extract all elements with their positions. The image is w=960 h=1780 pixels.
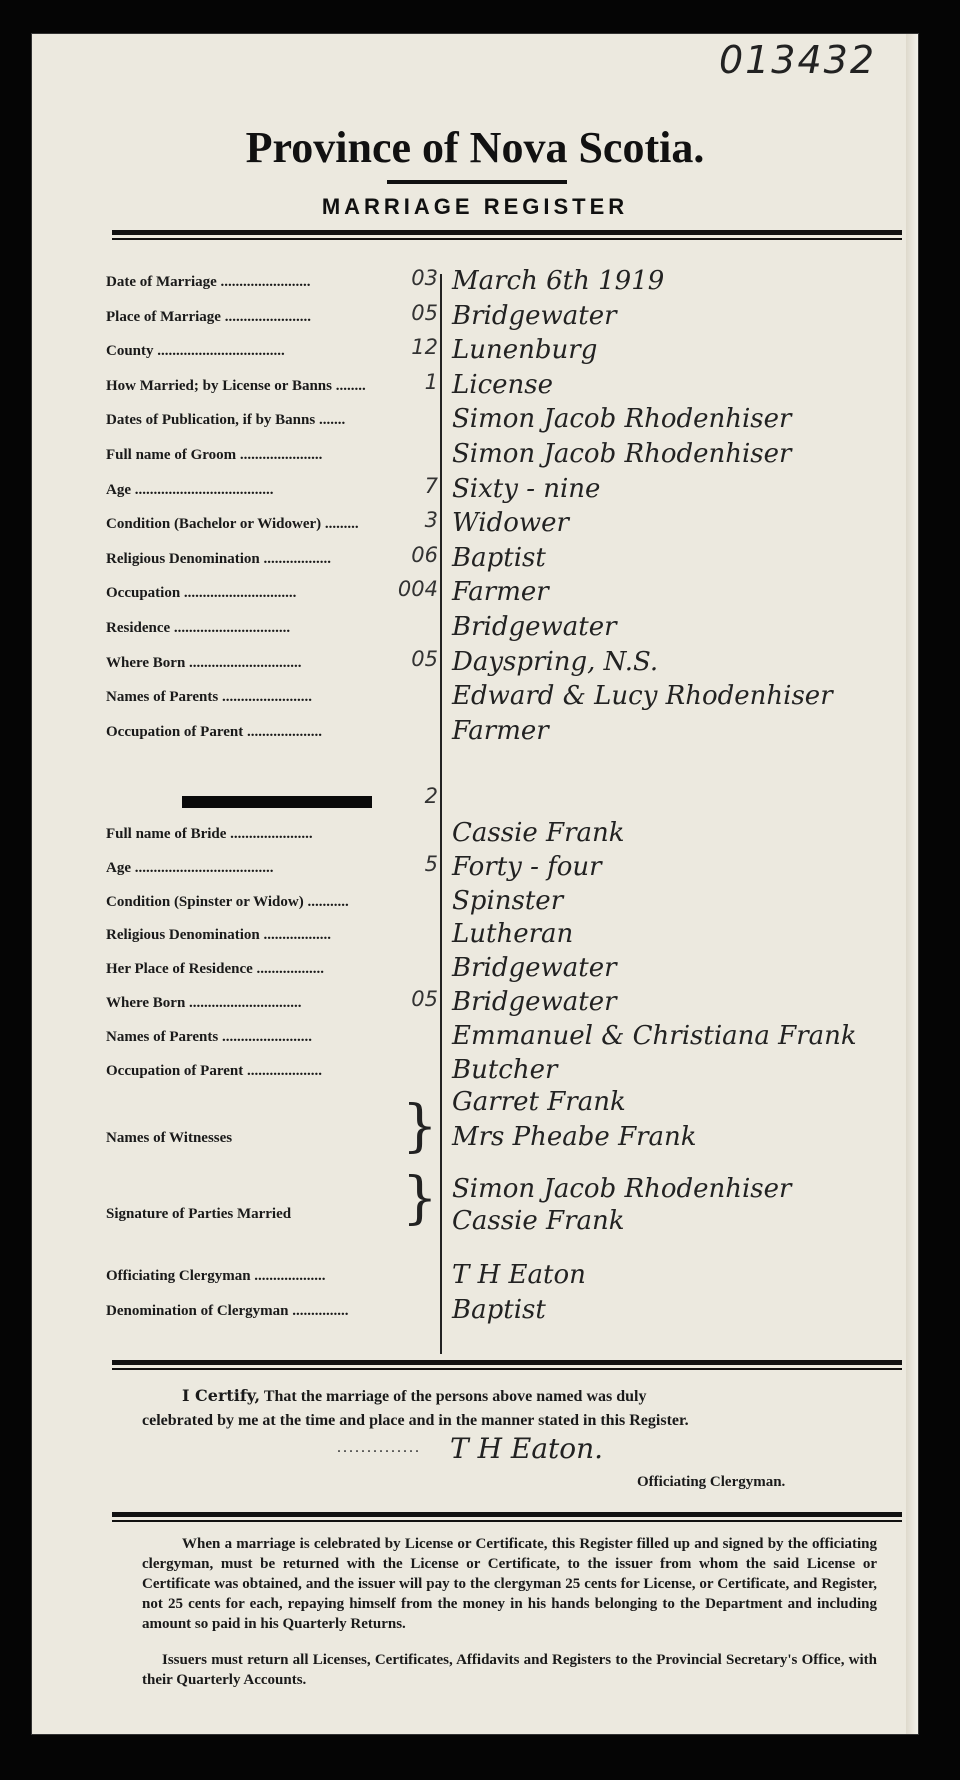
field-label: Where Born .............................. xyxy=(106,995,302,1011)
register-row xyxy=(32,508,918,542)
certify-line-2: celebrated by me at the time and place and in the manner stated in this Register. xyxy=(142,1412,689,1429)
field-label: Residence ............................... xyxy=(106,620,291,636)
field-value: Farmer xyxy=(452,715,549,746)
certify-signature: T H Eaton. xyxy=(450,1432,604,1465)
signature-dotted-line: .............. xyxy=(337,1439,421,1456)
field-code: 004 xyxy=(397,577,438,602)
field-value: Widower xyxy=(452,508,569,539)
field-value: Sixty - nine xyxy=(452,473,601,504)
field-value: Butcher xyxy=(452,1054,558,1085)
field-label: Denomination of Clergyman ............... xyxy=(106,1303,349,1319)
field-value: Dayspring, N.S. xyxy=(452,646,659,677)
field-value: Forty - four xyxy=(452,851,602,882)
register-row xyxy=(32,1260,918,1294)
field-label: Occupation .............................. xyxy=(106,585,297,602)
page-subtitle: MARRIAGE REGISTER xyxy=(321,194,629,219)
field-code: 5 xyxy=(424,851,438,876)
witnesses-label: Names of Witnesses xyxy=(106,1130,233,1146)
field-value: March 6th 1919 xyxy=(452,266,665,296)
field-code: 3 xyxy=(424,508,438,533)
notice-rule xyxy=(112,1512,902,1517)
field-code: 7 xyxy=(424,473,438,498)
field-label: Age ..................................... xyxy=(106,859,274,876)
field-label: Full name of Groom ...................... xyxy=(106,447,323,463)
field-label: Place of Marriage ....................... xyxy=(106,308,311,325)
register-row xyxy=(32,852,918,886)
field-value: License xyxy=(452,369,554,400)
certify-role: Officiating Clergyman. xyxy=(637,1474,786,1490)
field-value: Cassie Frank xyxy=(452,818,625,848)
notice-paragraph-2: Issuers must return all Licenses, Certificates, Affidavits and Registers to the Provincial Secretary's Office, with their Quarterly Accounts. xyxy=(142,1652,877,1688)
register-row xyxy=(32,716,918,750)
register-row xyxy=(32,543,918,577)
field-label: How Married; by License or Banns ........ xyxy=(106,377,366,394)
certification-text xyxy=(142,1384,689,1433)
witness-row-2 xyxy=(32,1122,918,1156)
register-row xyxy=(32,1295,918,1329)
field-label: Religious Denomination .................. xyxy=(106,550,332,567)
field-value: T H Eaton xyxy=(452,1260,586,1290)
field-label: Names of Parents ........................ xyxy=(106,1028,312,1045)
signature-bride: Cassie Frank xyxy=(452,1206,625,1236)
field-code: 05 xyxy=(411,987,438,1011)
field-label: Religious Denomination .................. xyxy=(106,927,332,944)
witness-2: Mrs Pheabe Frank xyxy=(452,1122,697,1152)
field-value: Edward & Lucy Rhodenhiser xyxy=(452,681,833,712)
field-value: Bridgewater xyxy=(452,953,617,984)
bride-section-code: 2 xyxy=(424,784,438,808)
title-underline xyxy=(387,180,567,184)
register-row xyxy=(32,474,918,508)
field-label: Condition (Spinster or Widow) ........... xyxy=(106,893,349,910)
field-label: Date of Marriage ........................ xyxy=(106,274,311,290)
register-row xyxy=(32,681,918,715)
register-row xyxy=(32,577,918,611)
register-sheet xyxy=(32,34,918,1734)
signatures-label: Signature of Parties Married xyxy=(106,1206,292,1222)
field-code: 06 xyxy=(411,542,438,567)
page-title: Province of Nova Scotia. xyxy=(245,123,705,172)
field-code: 1 xyxy=(424,369,438,394)
register-row xyxy=(32,987,918,1021)
field-label: Names of Parents ........................ xyxy=(106,689,312,706)
bride-section-code-row xyxy=(32,784,918,818)
field-value: Bridgewater xyxy=(452,987,617,1017)
field-label: Occupation of Parent .................... xyxy=(106,1062,322,1079)
register-row xyxy=(32,886,918,920)
field-value: Lutheran xyxy=(452,919,574,950)
signatures-brace-icon: } xyxy=(402,1166,438,1231)
field-label: Condition (Bachelor or Widower) ......... xyxy=(106,516,359,533)
register-row xyxy=(32,612,918,646)
register-row xyxy=(32,818,918,852)
register-row xyxy=(32,953,918,987)
field-value: Bridgewater xyxy=(452,612,617,642)
field-label: Officiating Clergyman ................... xyxy=(106,1268,326,1284)
register-row xyxy=(32,1055,918,1089)
signature-row-2 xyxy=(32,1206,918,1240)
field-code: 05 xyxy=(411,300,438,325)
register-row xyxy=(32,370,918,404)
register-row xyxy=(32,335,918,369)
register-row xyxy=(32,647,918,681)
signature-row-1 xyxy=(32,1174,918,1208)
field-label: Her Place of Residence .................. xyxy=(106,961,325,978)
field-value: Simon Jacob Rhodenhiser xyxy=(452,439,792,469)
witness-1: Garret Frank xyxy=(452,1087,626,1117)
field-code: 03 xyxy=(411,266,438,290)
field-value: Emmanuel & Christiana Frank xyxy=(452,1020,857,1051)
witnesses-brace-icon: } xyxy=(402,1094,438,1159)
field-label: Full name of Bride ...................... xyxy=(106,826,313,842)
field-value: Farmer xyxy=(452,577,549,608)
notice-paragraph-1: When a marriage is celebrated by License or Certificate, this Register filled up and signed by the officiating clergyman, must be returned with the License or Certificate, to the issuer from whom the said License or Certificate was obtained, and the issuer will pay to the clergyman 25 cents for License, or Certificate, and Register, not 25 cents for each, repaying himself from the money in his hands belonging to the Department and including amount so paid in his Quarterly Returns. xyxy=(142,1536,877,1632)
header-rule xyxy=(112,230,902,235)
field-label: Occupation of Parent .................... xyxy=(106,723,322,740)
field-value: Baptist xyxy=(452,542,546,573)
certify-heading: I Certify, xyxy=(182,1386,261,1405)
witness-row-1 xyxy=(32,1087,918,1121)
certify-rule xyxy=(112,1360,902,1365)
register-row xyxy=(32,919,918,953)
field-label: Age ..................................... xyxy=(106,481,274,498)
register-row xyxy=(32,439,918,473)
field-value: Simon Jacob Rhodenhiser xyxy=(452,404,792,435)
register-row xyxy=(32,404,918,438)
field-value: Baptist xyxy=(452,1295,546,1325)
field-code: 05 xyxy=(411,646,438,671)
register-row xyxy=(32,1021,918,1055)
field-value: Bridgewater xyxy=(452,300,617,331)
register-row xyxy=(32,301,918,335)
certify-line-1: That the marriage of the persons above named was duly xyxy=(263,1388,647,1405)
document-number: 013432 xyxy=(718,38,876,82)
signature-groom: Simon Jacob Rhodenhiser xyxy=(452,1174,792,1204)
field-label: Dates of Publication, if by Banns ....... xyxy=(106,412,346,429)
field-label: County .................................. xyxy=(106,343,285,360)
register-row xyxy=(32,266,918,300)
field-label: Where Born .............................. xyxy=(106,654,302,671)
field-code: 12 xyxy=(411,335,438,360)
field-value: Lunenburg xyxy=(452,335,598,366)
field-value: Spinster xyxy=(452,885,564,916)
